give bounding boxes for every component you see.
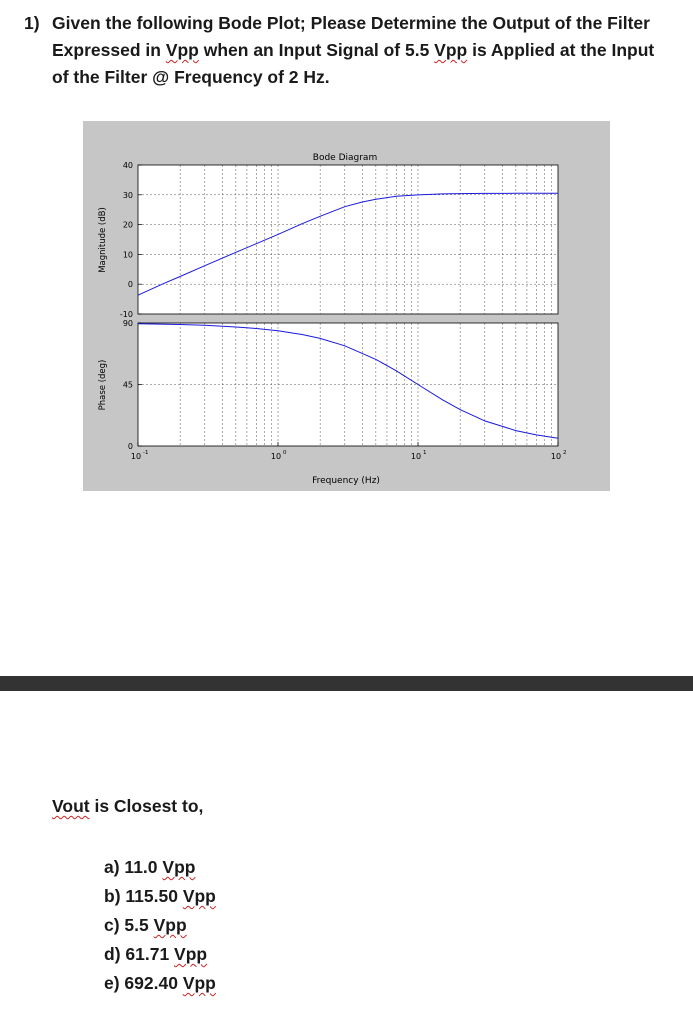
option-e: e) 692.40 Vpp [104, 973, 216, 993]
magnitude-tick-label: 40 [122, 161, 133, 170]
spellcheck-word: Vpp [162, 857, 196, 877]
spellcheck-word: Vpp [182, 886, 216, 906]
section-divider [0, 676, 693, 691]
spellcheck-word: Vpp [153, 915, 187, 935]
spellcheck-word: Vpp [182, 973, 216, 993]
x-tick-exponent: 1 [423, 450, 427, 456]
phase-tick-label: 45 [122, 380, 133, 390]
spellcheck-word: Vpp [434, 40, 468, 60]
x-tick-exponent: -1 [143, 450, 149, 456]
x-axis-label: Frequency (Hz) [312, 476, 380, 486]
magnitude-tick-label: 10 [122, 250, 133, 260]
question-line-3: of the Filter @ Frequency of 2 Hz. [52, 67, 330, 87]
x-tick-exponent: 0 [283, 450, 287, 456]
x-tick-label [411, 450, 427, 461]
x-tick-base: 10 [270, 452, 282, 461]
x-tick-base: 10 [410, 452, 422, 461]
option-a: a) 11.0 Vpp [104, 857, 196, 877]
phase-y-label: Phase (deg) [98, 359, 108, 411]
x-tick-exponent: 2 [563, 450, 567, 456]
answer-prompt: Vout is Closest to, [52, 796, 204, 816]
question-number: 1) [24, 13, 40, 33]
x-tick-base: 10 [550, 452, 562, 461]
spellcheck-word: Vpp [165, 40, 199, 60]
spellcheck-word: Vout [52, 796, 90, 816]
magnitude-tick-label: -10 [119, 310, 133, 319]
x-tick-base: 10 [130, 452, 142, 461]
magnitude-tick-label: 20 [122, 220, 133, 230]
option-d: d) 61.71 Vpp [104, 944, 208, 964]
bode-plot [83, 121, 610, 491]
magnitude-y-label: Magnitude (dB) [98, 207, 108, 273]
x-tick-label [271, 450, 287, 461]
question-line-2: Expressed in Vpp when an Input Signal of 5.5 Vpp is Applied at the Input [52, 40, 655, 60]
answer-options [104, 853, 216, 998]
question-line-1: 1) Given the following Bode Plot; Please Determine the Output of the Filter [24, 10, 674, 37]
phase-grid [138, 323, 558, 446]
option-b: b) 115.50 Vpp [104, 886, 216, 906]
x-tick-label [131, 450, 149, 461]
phase-tick-label: 0 [127, 442, 133, 451]
chart-title: Bode Diagram [312, 153, 378, 163]
bode-plot-figure [83, 121, 610, 491]
magnitude-tick-label: 30 [122, 190, 133, 200]
magnitude-plot-bg [138, 165, 558, 314]
x-tick-label [551, 450, 567, 461]
magnitude-tick-label: 0 [127, 280, 133, 290]
question-text [24, 10, 674, 91]
spellcheck-word: Vpp [174, 944, 208, 964]
option-c: c) 5.5 Vpp [104, 915, 187, 935]
magnitude-grid [138, 165, 558, 314]
phase-tick-label: 90 [122, 319, 133, 328]
